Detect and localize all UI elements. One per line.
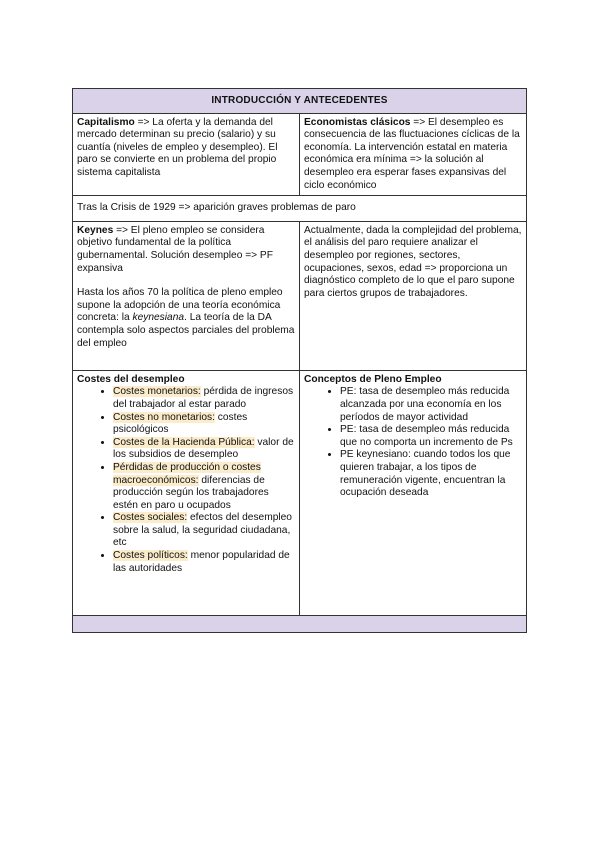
text-hasta-los-70: Hasta los años 70 la política de pleno empleo supone la adopción de una teoría económica concreta: la	[77, 287, 283, 324]
document-page	[72, 88, 527, 633]
list-item: • Pérdidas de producción o costes macroeconómicos: diferencias de producción según los trabajadores estén en paro u ocupados	[113, 462, 295, 512]
text-keynesiana: keynesiana	[132, 312, 185, 324]
cell-costes-desempleo	[73, 370, 300, 615]
list-pleno-empleo	[304, 386, 522, 499]
text-teoria-da: . La teoría de la DA contempla solo aspectos parciales del problema del empleo	[77, 312, 295, 349]
text-economistas-clasicos: => El desempleo es consecuencia de las fluctuaciones cíclicas de la economía. La intervención estatal en materia económica era mínima => la solución al desempleo era esperar fases expansivas del ciclo económico	[304, 116, 520, 191]
term-economistas-clasicos: Economistas clásicos	[304, 116, 411, 128]
text-capitalismo: => La oferta y la demanda del mercado determinan su precio (salario) y su cuantía (niveles de empleo y desempleo). El paro se convierte en un problema del propio sistema capitalista	[77, 116, 278, 178]
text-keynes: => El pleno empleo se considera objetivo fundamental de la política gubernamental. Solución desempleo => PF expansiva	[77, 224, 273, 274]
list-item: • PE keynesiano: cuando todos los que quieren trabajar, a los tipos de remuneración vigente, encuentran la ocupación deseada	[340, 449, 522, 499]
table-header: INTRODUCCIÓN Y ANTECEDENTES	[73, 89, 527, 114]
title-pleno-empleo: Conceptos de Pleno Empleo	[304, 373, 442, 385]
list-item: • PE: tasa de desempleo más reducida alcanzada por una economía en los períodos de mayor actividad	[340, 386, 522, 424]
table-row	[73, 370, 527, 615]
table-row	[73, 196, 527, 222]
list-item: • Costes monetarios: pérdida de ingresos del trabajador al estar parado	[113, 386, 295, 411]
text-actualmente: Actualmente, dada la complejidad del problema, el análisis del paro requiere analizar el desempleo por regiones, sectores, ocupaciones, sexos, edad => proporciona un diagnóstico completo de lo que el paro supone para ciertos grupos de trabajadores.	[304, 224, 522, 299]
list-costes	[77, 386, 295, 575]
cell-economistas-clasicos	[300, 113, 527, 196]
list-item: • Costes políticos: menor popularidad de las autoridades	[113, 550, 295, 575]
term-capitalismo: Capitalismo	[77, 116, 135, 128]
title-costes-desempleo: Costes del desempleo	[77, 373, 185, 385]
cell-pleno-empleo	[300, 370, 527, 615]
term-keynes: Keynes	[77, 224, 114, 236]
notes-table	[72, 88, 527, 633]
list-item: • PE: tasa de desempleo más reducida que no comporta un incremento de Ps	[340, 424, 522, 449]
table-footer	[73, 615, 527, 632]
cell-crisis-1929: Tras la Crisis de 1929 => aparición graves problemas de paro	[73, 196, 527, 222]
cell-capitalismo	[73, 113, 300, 196]
list-item: • Costes sociales: efectos del desempleo sobre la salud, la seguridad ciudadana, etc	[113, 512, 295, 550]
cell-actualmente	[300, 221, 527, 370]
table-row	[73, 113, 527, 196]
table-row	[73, 221, 527, 370]
list-item: • Costes de la Hacienda Pública: valor de los subsidios de desempleo	[113, 437, 295, 462]
list-item: • Costes no monetarios: costes psicológicos	[113, 412, 295, 437]
cell-keynes	[73, 221, 300, 370]
